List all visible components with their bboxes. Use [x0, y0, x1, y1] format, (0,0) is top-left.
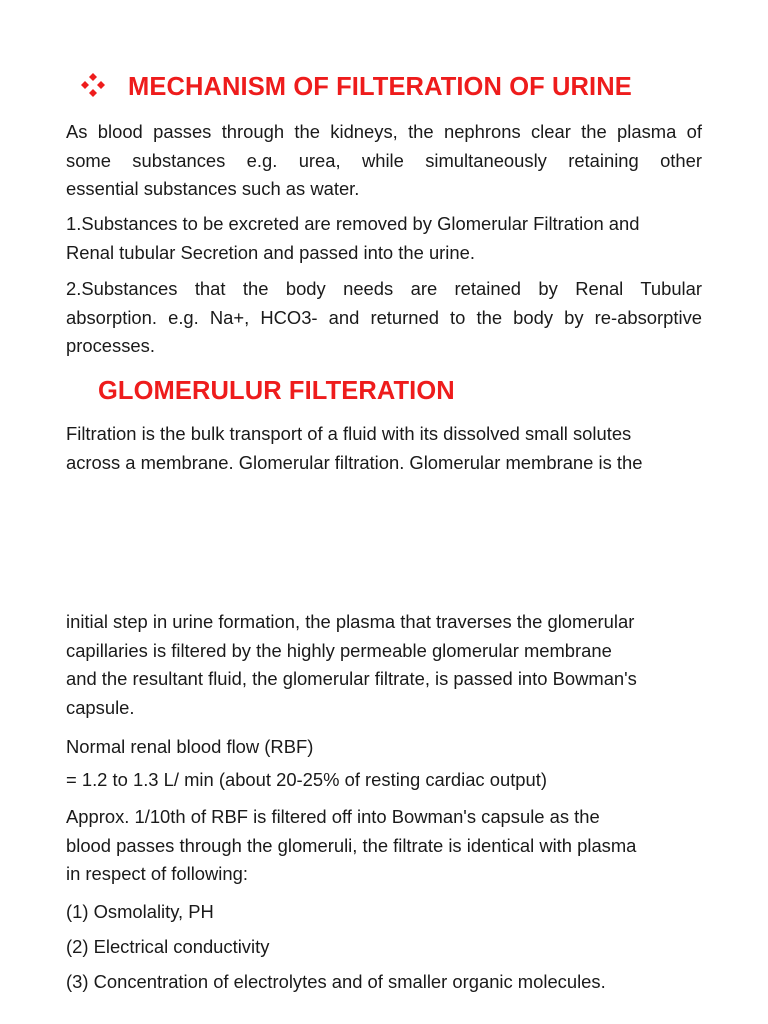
item1-line: 1.Substances to be excreted are removed by Glomerular Filtration and [66, 213, 640, 234]
filtration-line: Filtration is the bulk transport of a fluid with its dissolved small solutes [66, 423, 632, 444]
rbf-label-text: Normal renal blood flow (RBF) [66, 736, 314, 757]
rbf-label [66, 733, 702, 762]
substances-retained-paragraph [66, 275, 702, 361]
item2-line: absorption. e.g. Na+, HCO3- and returned to the body by re-absorptive [66, 306, 702, 328]
heading-glomerular-filtration: GLOMERULUR FILTERATION [98, 377, 455, 405]
rbf-value-text: = 1.2 to 1.3 L/ min (about 20-25% of resting cardiac output) [66, 769, 547, 790]
rbf-value [66, 766, 702, 795]
filtration-continued-paragraph [66, 608, 702, 722]
list-item [66, 898, 702, 927]
item1-line: Renal tubular Secretion and passed into the urine. [66, 241, 475, 263]
substances-excreted-paragraph [66, 210, 702, 267]
approx-line: Approx. 1/10th of RBF is filtered off into Bowman's capsule as the [66, 806, 600, 827]
item2-line: processes. [66, 335, 155, 357]
intro-line: essential substances such as water. [66, 178, 360, 200]
heading-mechanism [80, 72, 632, 102]
list-item-text: (1) Osmolality, PH [66, 901, 214, 922]
approx-line: blood passes through the glomeruli, the filtrate is identical with plasma [66, 834, 637, 856]
filtrate-composition-paragraph [66, 803, 702, 889]
list-item [66, 968, 702, 997]
list-item-text: (3) Concentration of electrolytes and of smaller organic molecules. [66, 971, 606, 992]
filtration-line: initial step in urine formation, the plasma that traverses the glomerular [66, 611, 635, 632]
intro-paragraph [66, 118, 702, 204]
intro-line: As blood passes through the kidneys, the nephrons clear the plasma of [66, 121, 702, 142]
filtration-line: capillaries is filtered by the highly permeable glomerular membrane [66, 639, 612, 661]
filtration-line: and the resultant fluid, the glomerular filtrate, is passed into Bowman's [66, 668, 637, 690]
intro-line: some substances e.g. urea, while simultaneously retaining other [66, 149, 702, 171]
diamond-four-bullet-icon [80, 72, 106, 98]
list-item-text: (2) Electrical conductivity [66, 936, 270, 957]
filtration-line: across a membrane. Glomerular filtration. Glomerular membrane is the [66, 451, 643, 473]
approx-line: in respect of following: [66, 863, 248, 885]
list-item [66, 933, 702, 962]
filtration-definition-paragraph [66, 420, 702, 477]
heading-mechanism-text: MECHANISM OF FILTERATION OF URINE [128, 73, 632, 101]
filtration-line: capsule. [66, 696, 135, 718]
item2-line: 2.Substances that the body needs are retained by Renal Tubular [66, 278, 702, 299]
